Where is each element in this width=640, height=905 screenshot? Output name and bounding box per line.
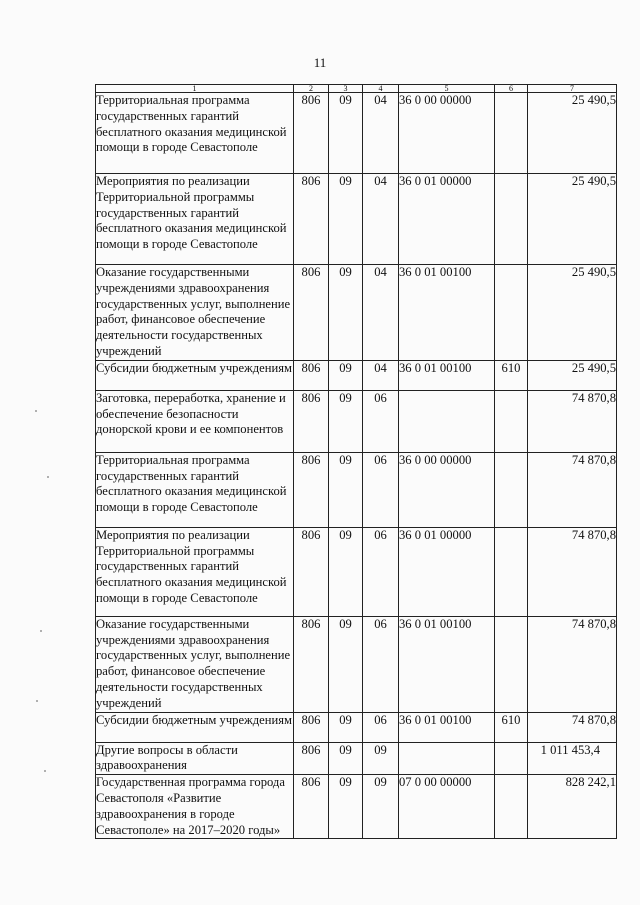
amount: 1 011 453,4 <box>528 742 617 775</box>
grbs-code: 806 <box>294 93 329 174</box>
subsection-code: 04 <box>363 93 399 174</box>
column-header: 7 <box>528 85 617 93</box>
amount: 74 870,8 <box>528 452 617 527</box>
table-row <box>96 527 617 616</box>
target-article-code <box>399 390 495 452</box>
item-name: Другие вопросы в области здравоохранения <box>96 742 294 775</box>
amount: 25 490,5 <box>528 93 617 174</box>
table-row <box>96 360 617 390</box>
section-code: 09 <box>329 775 363 839</box>
amount: 25 490,5 <box>528 360 617 390</box>
scan-speck <box>44 770 46 772</box>
subsection-code: 09 <box>363 775 399 839</box>
amount: 74 870,8 <box>528 527 617 616</box>
column-header: 3 <box>329 85 363 93</box>
item-name: Мероприятия по реализации Территориальной программы государственных гарантий бесплатного оказания медицинской помощи в городе Севастополе <box>96 527 294 616</box>
table-row <box>96 712 617 742</box>
column-number-row <box>96 85 617 93</box>
target-article-code: 36 0 00 00000 <box>399 93 495 174</box>
subsection-code: 06 <box>363 712 399 742</box>
subsection-code: 04 <box>363 174 399 265</box>
grbs-code: 806 <box>294 775 329 839</box>
expense-type-code <box>495 616 528 712</box>
section-code: 09 <box>329 616 363 712</box>
subsection-code: 06 <box>363 527 399 616</box>
section-code: 09 <box>329 174 363 265</box>
table-row <box>96 93 617 174</box>
amount: 74 870,8 <box>528 616 617 712</box>
item-name: Территориальная программа государственных гарантий бесплатного оказания медицинской помощи в городе Севастополе <box>96 452 294 527</box>
item-name: Мероприятия по реализации Территориальной программы государственных гарантий бесплатного оказания медицинской помощи в городе Севастополе <box>96 174 294 265</box>
item-name: Государственная программа города Севастополя «Развитие здравоохранения в городе Севастополе» на 2017–2020 годы» <box>96 775 294 839</box>
target-article-code: 36 0 01 00100 <box>399 265 495 361</box>
target-article-code: 36 0 00 00000 <box>399 452 495 527</box>
column-header: 4 <box>363 85 399 93</box>
subsection-code: 04 <box>363 265 399 361</box>
subsection-code: 04 <box>363 360 399 390</box>
subsection-code: 06 <box>363 452 399 527</box>
expense-type-code <box>495 390 528 452</box>
item-name: Субсидии бюджетным учреждениям <box>96 360 294 390</box>
section-code: 09 <box>329 390 363 452</box>
expense-type-code <box>495 775 528 839</box>
column-header: 6 <box>495 85 528 93</box>
expense-type-code <box>495 93 528 174</box>
column-header: 5 <box>399 85 495 93</box>
table-row <box>96 265 617 361</box>
section-code: 09 <box>329 265 363 361</box>
section-code: 09 <box>329 360 363 390</box>
subsection-code: 06 <box>363 390 399 452</box>
section-code: 09 <box>329 93 363 174</box>
expense-type-code: 610 <box>495 712 528 742</box>
table-row <box>96 742 617 775</box>
target-article-code: 36 0 01 00000 <box>399 527 495 616</box>
scan-speck <box>35 410 37 412</box>
page-number: 11 <box>313 55 327 70</box>
grbs-code: 806 <box>294 360 329 390</box>
item-name: Субсидии бюджетным учреждениям <box>96 712 294 742</box>
item-name: Оказание государственными учреждениями здравоохранения государственных услуг, выполнение работ, финансовое обеспечение деятельности государственных учреждений <box>96 265 294 361</box>
target-article-code: 07 0 00 00000 <box>399 775 495 839</box>
expense-type-code: 610 <box>495 360 528 390</box>
table-row <box>96 616 617 712</box>
column-header: 1 <box>96 85 294 93</box>
section-code: 09 <box>329 742 363 775</box>
grbs-code: 806 <box>294 527 329 616</box>
amount: 25 490,5 <box>528 174 617 265</box>
target-article-code: 36 0 01 00000 <box>399 174 495 265</box>
table-row <box>96 452 617 527</box>
grbs-code: 806 <box>294 390 329 452</box>
target-article-code: 36 0 01 00100 <box>399 360 495 390</box>
subsection-code: 09 <box>363 742 399 775</box>
grbs-code: 806 <box>294 174 329 265</box>
grbs-code: 806 <box>294 265 329 361</box>
section-code: 09 <box>329 712 363 742</box>
table-row <box>96 775 617 839</box>
expense-type-code <box>495 742 528 775</box>
item-name: Территориальная программа государственных гарантий бесплатного оказания медицинской помощи в городе Севастополе <box>96 93 294 174</box>
table-row <box>96 390 617 452</box>
item-name: Оказание государственными учреждениями здравоохранения государственных услуг, выполнение работ, финансовое обеспечение деятельности государственных учреждений <box>96 616 294 712</box>
target-article-code <box>399 742 495 775</box>
target-article-code: 36 0 01 00100 <box>399 616 495 712</box>
amount: 74 870,8 <box>528 390 617 452</box>
section-code: 09 <box>329 452 363 527</box>
subsection-code: 06 <box>363 616 399 712</box>
scan-speck <box>47 476 49 478</box>
column-header: 2 <box>294 85 329 93</box>
grbs-code: 806 <box>294 616 329 712</box>
grbs-code: 806 <box>294 712 329 742</box>
expense-type-code <box>495 174 528 265</box>
expense-type-code <box>495 527 528 616</box>
grbs-code: 806 <box>294 742 329 775</box>
section-code: 09 <box>329 527 363 616</box>
table-row <box>96 174 617 265</box>
scan-speck <box>40 630 42 632</box>
target-article-code: 36 0 01 00100 <box>399 712 495 742</box>
budget-table <box>95 84 617 839</box>
item-name: Заготовка, переработка, хранение и обеспечение безопасности донорской крови и ее компонентов <box>96 390 294 452</box>
grbs-code: 806 <box>294 452 329 527</box>
amount: 74 870,8 <box>528 712 617 742</box>
scan-speck <box>36 700 38 702</box>
amount: 828 242,1 <box>528 775 617 839</box>
amount: 25 490,5 <box>528 265 617 361</box>
expense-type-code <box>495 452 528 527</box>
expense-type-code <box>495 265 528 361</box>
